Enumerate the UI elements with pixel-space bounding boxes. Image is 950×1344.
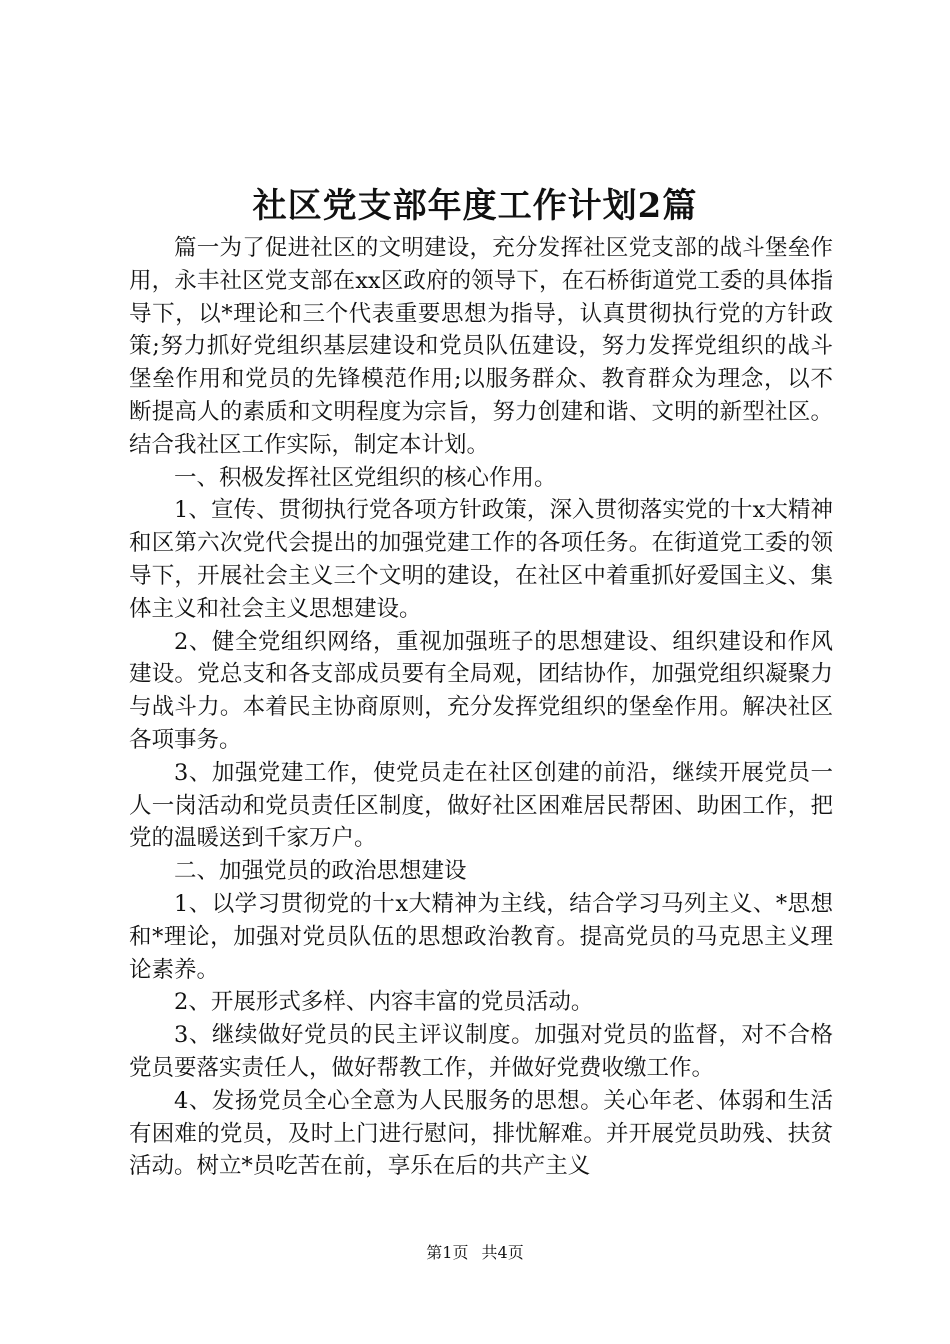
- paragraph: 4、发扬党员全心全意为人民服务的思想。关心年老、体弱和生活有困难的党员，及时上门进行慰问，排忧解难。并开展党员助残、扶贫活动。树立*员吃苦在前，享乐在后的共产主义: [129, 1087, 833, 1180]
- paragraph: 2、健全党组织网络，重视加强班子的思想建设、组织建设和作风建设。党总支和各支部成员要有全局观，团结协作，加强党组织凝聚力与战斗力。本着民主协商原则，充分发挥党组织的堡垒作用。解决社区各项事务。: [129, 628, 833, 753]
- page-footer: [0, 1242, 950, 1264]
- document-title: 社区党支部年度工作计划2篇: [252, 186, 698, 226]
- section-heading: 一、积极发挥社区党组织的核心作用。: [174, 464, 557, 491]
- section-heading: 二、加强党员的政治思想建设: [174, 858, 467, 885]
- paragraph: 1、宣传、贯彻执行党各项方针政策，深入贯彻落实党的十x大精神和区第六次党代会提出的加强党建工作的各项任务。在街道党工委的领导下，开展社会主义三个文明的建设，在社区中着重抓好爱国主义、集体主义和社会主义思想建设。: [129, 497, 833, 622]
- paragraph: 篇一为了促进社区的文明建设，充分发挥社区党支部的战斗堡垒作用，永丰社区党支部在xx区政府的领导下，在石桥街道党工委的具体指导下，以*理论和三个代表重要思想为指导，认真贯彻执行党的方针政策;努力抓好党组织基层建设和党员队伍建设，努力发挥党组织的战斗堡垒作用和党员的先锋模范作用;以服务群众、教育群众为理念，以不断提高人的素质和文明程度为宗旨，努力创建和谐、文明的新型社区。结合我社区工作实际，制定本计划。: [129, 235, 833, 458]
- page-total: 共4页: [481, 1243, 524, 1262]
- document-body: [129, 232, 833, 1183]
- paragraph: 2、开展形式多样、内容丰富的党员活动。: [174, 989, 594, 1016]
- paragraph: 3、加强党建工作，使党员走在社区创建的前沿，继续开展党员一人一岗活动和党员责任区制度，做好社区困难居民帮困、助困工作，把党的温暖送到千家万户。: [129, 759, 833, 852]
- page-number: 第1页: [426, 1243, 469, 1262]
- paragraph: 3、继续做好党员的民主评议制度。加强对党员的监督，对不合格党员要落实责任人，做好帮教工作，并做好党费收缴工作。: [129, 1022, 833, 1081]
- paragraph: 1、以学习贯彻党的十x大精神为主线，结合学习马列主义、*思想和*理论，加强对党员队伍的思想政治教育。提高党员的马克思主义理论素养。: [129, 890, 833, 983]
